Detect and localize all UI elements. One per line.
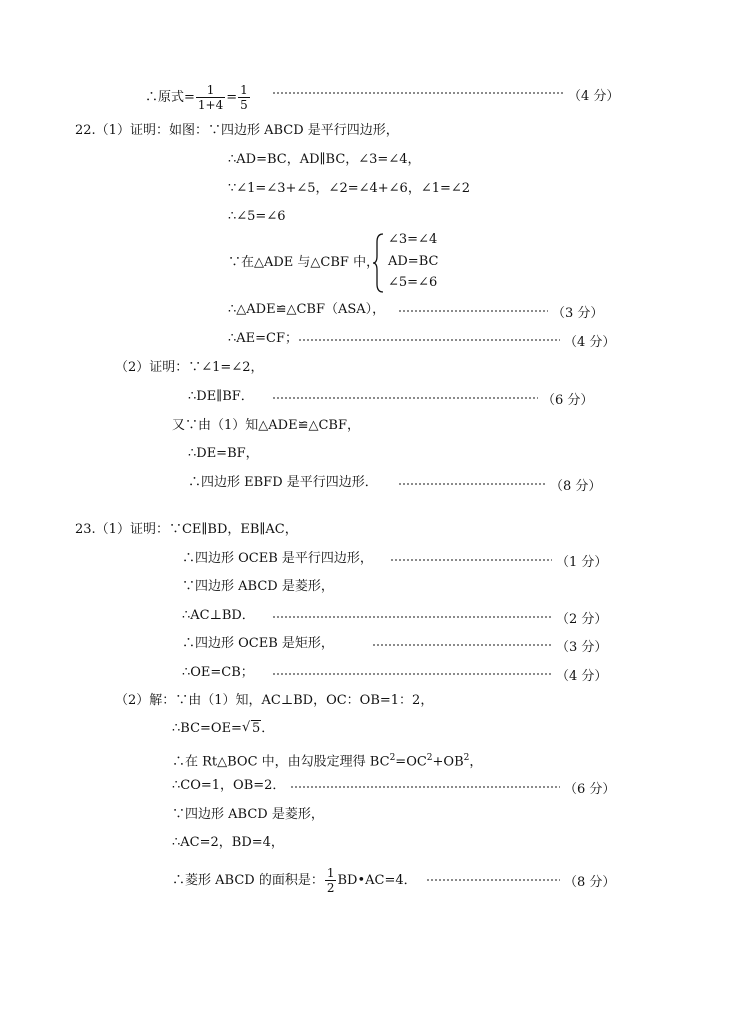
proof-step: ∴DE=BF，	[188, 446, 259, 461]
proof-step: ∴四边形 EBFD 是平行四边形．	[188, 475, 378, 490]
equals-sign: =	[226, 90, 238, 105]
fraction-denominator: 5	[240, 98, 248, 112]
fraction-one-half	[325, 866, 337, 895]
score-label: （3 分）	[556, 640, 608, 655]
proof-step: ∵在△ADE 与△CBF 中，	[228, 255, 380, 270]
proof-step: ∵四边形 ABCD 是菱形，	[172, 807, 324, 822]
fraction-denominator: 1+4	[197, 98, 224, 112]
fraction-numerator: 1	[196, 83, 225, 98]
step-suffix: ．	[261, 721, 275, 736]
proof-step: ∴∠5=∠6	[228, 209, 286, 224]
dotted-leader	[426, 879, 560, 881]
proof-step: ∴AD=BC，AD∥BC，∠3=∠4，	[228, 152, 421, 167]
proof-step: ∴△ADE≌△CBF（ASA），	[228, 302, 386, 317]
score-label: （6 分）	[564, 782, 616, 797]
dotted-leader	[398, 310, 548, 312]
score-label: （8 分）	[550, 479, 602, 494]
radicand: 5	[251, 721, 261, 736]
score-label: （1 分）	[556, 555, 608, 570]
fraction-numerator: 1	[240, 83, 248, 97]
square-root	[242, 720, 261, 738]
proof-step	[172, 720, 274, 738]
dotted-leader	[272, 92, 564, 94]
system-equation: ∠5=∠6	[388, 275, 438, 290]
step-suffix: ，	[469, 754, 483, 770]
dotted-leader	[290, 786, 560, 788]
score-label: （4 分）	[556, 669, 608, 684]
part-2-heading: （2）解：∵由（1）知，AC⊥BD，OC：OB=1：2，	[115, 693, 434, 708]
score-label: （4 分）	[564, 335, 616, 350]
part-2-heading: （2）证明：∵∠1=∠2，	[115, 360, 264, 375]
fraction-one-fifth	[238, 83, 250, 112]
proof-step: ∴四边形 OCEB 是平行四边形，	[182, 551, 373, 566]
fraction-denominator: 2	[326, 881, 335, 895]
dotted-leader	[272, 616, 552, 618]
dotted-leader	[398, 483, 546, 485]
result-prefix: ∴原式=	[145, 90, 195, 105]
problem-22-heading: 22.（1）证明：如图：∵四边形 ABCD 是平行四边形，	[75, 123, 399, 138]
exponent: 2	[426, 753, 433, 763]
proof-step: ∵四边形 ABCD 是菱形，	[182, 579, 334, 594]
fraction-numerator: 1	[326, 866, 335, 880]
proof-step: ∴AC⊥BD．	[182, 608, 255, 623]
step-middle: =OC	[395, 754, 427, 770]
proof-step: ∴OE=CB；	[182, 665, 254, 680]
proof-step: ∴四边形 OCEB 是矩形，	[182, 636, 334, 651]
exponent: 2	[389, 753, 396, 763]
problem-23-heading: 23.（1）证明：∵CE∥BD，EB∥AC，	[75, 522, 298, 537]
dotted-leader	[390, 559, 552, 561]
dotted-leader	[272, 673, 552, 675]
step-suffix: BD•AC=4．	[337, 873, 417, 888]
step-prefix: ∴在 Rt△BOC 中，由勾股定理得 BC	[172, 754, 390, 770]
dotted-leader	[372, 644, 552, 646]
proof-step: ∴CO=1，OB=2．	[172, 778, 286, 793]
score-label: （8 分）	[564, 875, 616, 890]
proof-step: ∴AE=CF；	[228, 331, 299, 346]
score-label: （4 分）	[568, 89, 620, 104]
proof-step	[172, 749, 482, 771]
step-middle: +OB	[432, 754, 464, 770]
score-label: （6 分）	[542, 393, 594, 408]
proof-step: ∴DE∥BF．	[188, 389, 254, 404]
proof-step: 又∵由（1）知△ADE≌△CBF，	[172, 418, 360, 433]
score-label: （3 分）	[552, 306, 604, 321]
proof-step: ∴AC=2，BD=4，	[172, 835, 284, 850]
system-equation: AD=BC	[388, 254, 439, 269]
proof-step	[172, 866, 417, 895]
dotted-leader	[298, 339, 560, 341]
proof-step: ∵∠1=∠3+∠5，∠2=∠4+∠6，∠1=∠2	[228, 181, 471, 196]
left-brace	[372, 232, 386, 294]
radical-sign: √	[241, 720, 251, 735]
fraction-one-over-five-sum	[196, 83, 225, 112]
score-label: （2 分）	[556, 612, 608, 627]
result-line	[145, 83, 251, 112]
dotted-leader	[272, 397, 538, 399]
system-equation: ∠3=∠4	[388, 232, 438, 247]
exponent: 2	[463, 753, 470, 763]
step-prefix: ∴BC=OE=	[172, 721, 242, 736]
step-prefix: ∴菱形 ABCD 的面积是：	[172, 873, 324, 888]
